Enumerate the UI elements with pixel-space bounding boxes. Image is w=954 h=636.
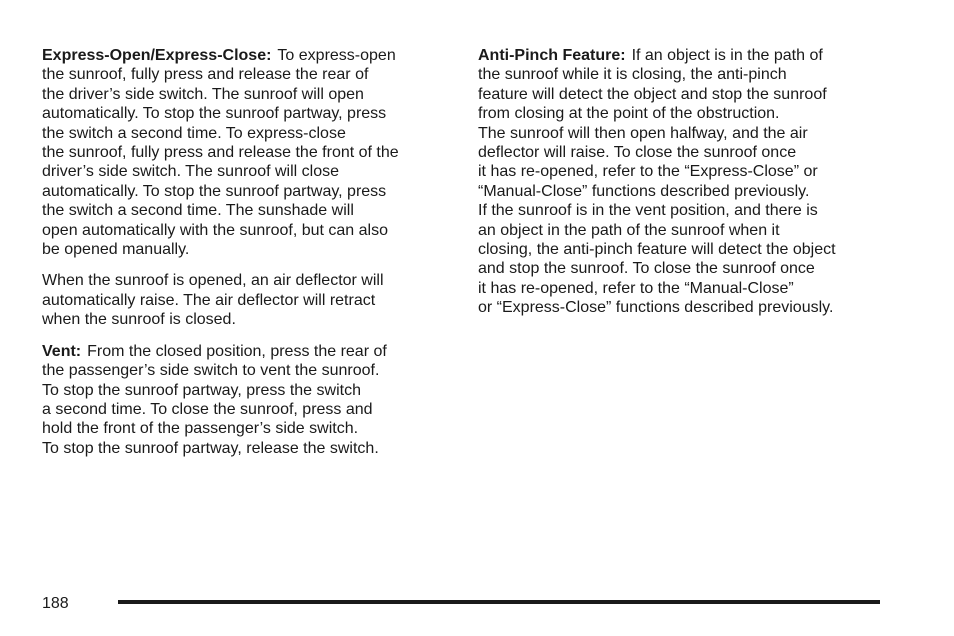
paragraph-line: If the sunroof is in the vent position, and there is [478, 202, 818, 220]
paragraph-line: When the sunroof is opened, an air deflector will [42, 272, 384, 290]
paragraph-line: the sunroof, fully press and release the front of the [42, 144, 399, 162]
footer-rule [118, 600, 880, 604]
vent-heading: Vent: [42, 342, 82, 360]
anti-pinch-heading: Anti-Pinch Feature: [478, 47, 626, 64]
paragraph-line: be opened manually. [42, 241, 190, 259]
paragraph-line: the sunroof, fully press and release the rear of [42, 66, 369, 84]
paragraph-line: a second time. To close the sunroof, press and [42, 400, 373, 418]
paragraph-line: hold the front of the passenger’s side switch. [42, 420, 359, 438]
paragraph-line: automatically raise. The air deflector will retract [42, 291, 376, 309]
paragraph-line: the passenger’s side switch to vent the sunroof. [42, 362, 380, 380]
paragraph-line: an object in the path of the sunroof when it [478, 221, 780, 239]
vent-paragraph [42, 342, 452, 458]
paragraph-line: To stop the sunroof partway, release the switch. [42, 439, 379, 457]
page-number: 188 [42, 595, 69, 612]
paragraph-line: driver’s side switch. The sunroof will close [42, 163, 340, 181]
paragraph-line: automatically. To stop the sunroof partway, press [42, 105, 387, 123]
paragraph-line: and stop the sunroof. To close the sunroof once [478, 260, 815, 278]
paragraph-line: Express-Open/Express-Close: To express-open [42, 47, 396, 64]
paragraph-line: open automatically with the sunroof, but can also [42, 221, 388, 239]
left-column [42, 46, 452, 470]
express-open-close-heading: Express-Open/Express-Close: [42, 47, 272, 64]
paragraph-line: feature will detect the object and stop the sunroof [478, 85, 827, 103]
right-column [478, 46, 888, 330]
air-deflector-paragraph [42, 271, 452, 329]
paragraph-line: The sunroof will then open halfway, and the air [478, 124, 808, 142]
paragraph-line: the switch a second time. To express-close [42, 124, 346, 142]
paragraph-line: Anti-Pinch Feature: If an object is in the path of [478, 47, 823, 64]
paragraph-line: To stop the sunroof partway, press the switch [42, 381, 361, 399]
paragraph-line: it has re-opened, refer to the “Express-Close” or [478, 163, 818, 181]
paragraph-line: or “Express-Close” functions described previously. [478, 299, 834, 317]
paragraph-line: it has re-opened, refer to the “Manual-Close” [478, 279, 794, 297]
paragraph-line: the sunroof while it is closing, the anti-pinch [478, 66, 787, 84]
paragraph-line: when the sunroof is closed. [42, 311, 236, 329]
paragraph-line: the switch a second time. The sunshade will [42, 202, 354, 220]
paragraph-line: automatically. To stop the sunroof partway, press [42, 182, 387, 200]
paragraph-line: from closing at the point of the obstruction. [478, 105, 780, 123]
paragraph-line: the driver’s side switch. The sunroof will open [42, 85, 364, 103]
paragraph-line: “Manual-Close” functions described previously. [478, 182, 810, 200]
paragraph-line: Vent: From the closed position, press the rear of [42, 342, 387, 360]
paragraph-line: closing, the anti-pinch feature will detect the object [478, 241, 836, 259]
anti-pinch-paragraph [478, 46, 888, 318]
express-open-close-paragraph [42, 46, 452, 259]
paragraph-line: deflector will raise. To close the sunroof once [478, 144, 797, 162]
